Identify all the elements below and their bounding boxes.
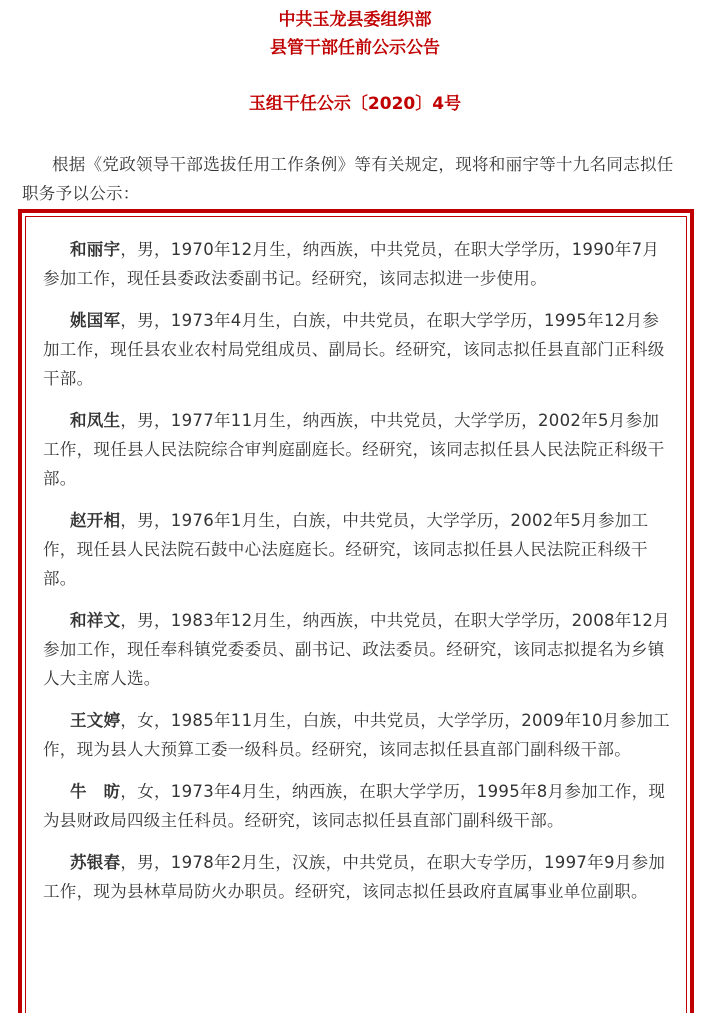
candidate-entry	[43, 235, 670, 293]
candidate-name: 王文婷	[70, 711, 121, 730]
title-line-1: 中共玉龙县委组织部	[278, 10, 432, 30]
candidate-details: ，男，1978年2月生，汉族，中共党员，在职大专学历，1997年9月参加工作，现为县林草局防火办职员。经研究，该同志拟任县政府直属事业单位副职。	[43, 853, 666, 901]
candidate-details: ，男，1983年12月生，纳西族，中共党员，在职大学学历，2008年12月参加工作，现任奉科镇党委委员、副书记、政法委员。经研究，该同志拟提名为乡镇人大主席人选。	[43, 611, 670, 688]
candidate-entry	[43, 306, 670, 393]
notice-header	[0, 6, 710, 118]
announcement-list	[25, 216, 687, 1013]
candidate-entry	[43, 506, 670, 593]
candidate-name: 和丽宇	[70, 240, 121, 259]
candidate-name: 牛 昉	[70, 782, 121, 801]
candidate-name: 姚国军	[70, 311, 121, 330]
candidate-details: ，男，1973年4月生，白族，中共党员，在职大学学历，1995年12月参加工作，现任县农业农村局党组成员、副局长。经研究，该同志拟任县直部门正科级干部。	[43, 311, 665, 388]
candidate-details: ，男，1970年12月生，纳西族，中共党员，在职大学学历，1990年7月参加工作，现任县委政法委副书记。经研究，该同志拟进一步使用。	[43, 240, 660, 288]
candidate-entry	[43, 706, 670, 764]
title-line-2: 县管干部任前公示公告	[270, 38, 440, 58]
candidate-entry	[43, 848, 670, 906]
candidate-details: ，女，1973年4月生，纳西族，在职大学学历，1995年8月参加工作，现为县财政局四级主任科员。经研究，该同志拟任县直部门副科级干部。	[43, 782, 666, 830]
document-number: 玉组干任公示〔2020〕4号	[248, 94, 462, 114]
candidate-entry	[43, 777, 670, 835]
candidate-name: 赵开相	[70, 511, 121, 530]
candidate-name: 和祥文	[70, 611, 121, 630]
announcement-box	[18, 209, 694, 1013]
intro-paragraph: 根据《党政领导干部选拔任用工作条例》等有关规定，现将和丽宇等十九名同志拟任职务予以公示：	[22, 155, 674, 203]
candidate-name: 和凤生	[70, 411, 121, 430]
candidate-details: ，男，1977年11月生，纳西族，中共党员，大学学历，2002年5月参加工作，现任县人民法院综合审判庭副庭长。经研究，该同志拟任县人民法院正科级干部。	[43, 411, 665, 488]
candidate-entry	[43, 406, 670, 493]
candidate-details: ，男，1976年1月生，白族，中共党员，大学学历，2002年5月参加工作，现任县人民法院石鼓中心法庭庭长。经研究，该同志拟任县人民法院正科级干部。	[43, 511, 649, 588]
candidate-details: ，女，1985年11月生，白族，中共党员，大学学历，2009年10月参加工作，现为县人大预算工委一级科员。经研究，该同志拟任县直部门副科级干部。	[43, 711, 670, 759]
candidate-entry	[43, 606, 670, 693]
candidate-name: 苏银春	[70, 853, 121, 872]
